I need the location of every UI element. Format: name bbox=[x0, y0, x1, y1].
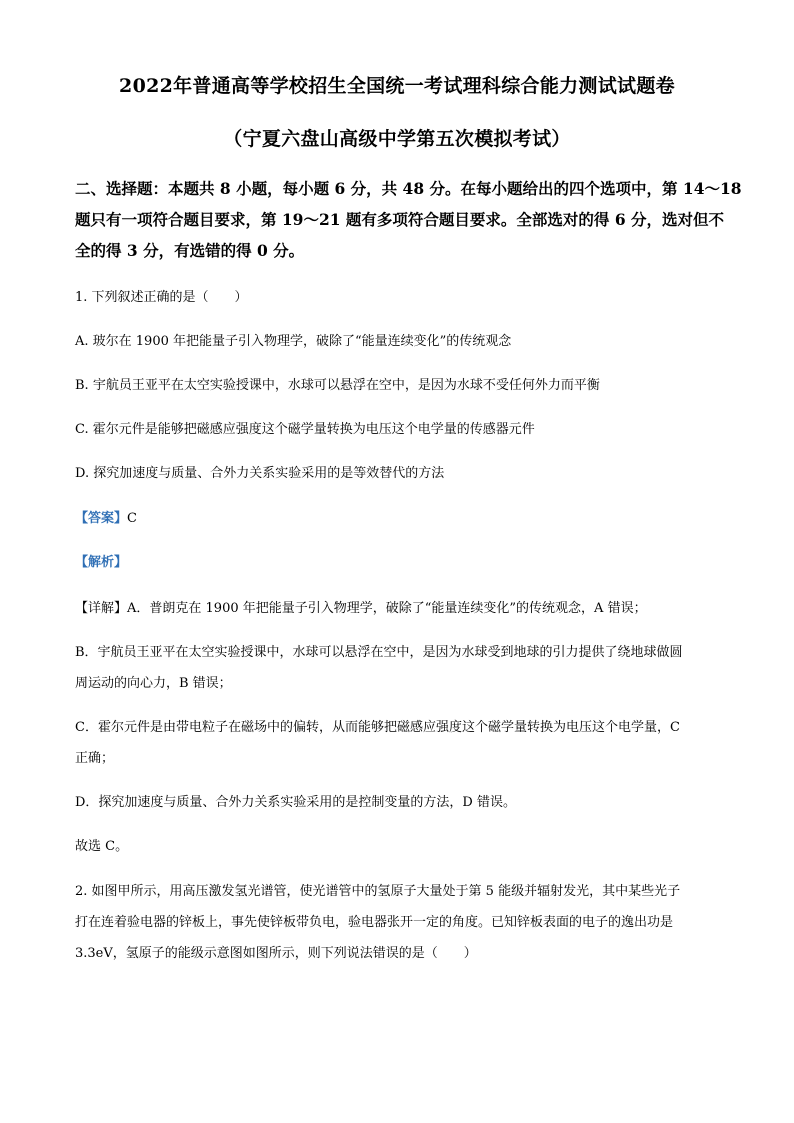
section-instructions-line-3: 全的得 3 分，有选错的得 0 分。 bbox=[75, 241, 305, 260]
question-2-line-3: 3.3eV，氢原子的能级示意图如图所示，则下列说法错误的是（ ） bbox=[75, 946, 477, 961]
detail-a: A．普朗克在 1900 年把能量子引入物理学，破除了“能量连续变化”的传统观念，A 错误； bbox=[127, 601, 647, 616]
conclusion-line: 故选 C。 bbox=[75, 839, 129, 854]
question-2-line-1: 2. 如图甲所示，用高压激发氢光谱管，使光谱管中的氢原子大量处于第 5 能级并辐射发光，其中某些光子 bbox=[75, 884, 681, 899]
exam-title: 2022年普通高等学校招生全国统一考试理科综合能力测试试题卷 bbox=[119, 75, 675, 97]
detail-c-line-1: C．霍尔元件是由带电粒子在磁场中的偏转，从而能够把磁感应强度这个磁学量转换为电压这个电学量，C bbox=[75, 720, 680, 735]
detail-d-line: D．探究加速度与质量、合外力关系实验采用的是控制变量的方法，D 错误。 bbox=[75, 795, 516, 810]
question-1-option-a: A. 玻尔在 1900 年把能量子引入物理学，破除了“能量连续变化”的传统观念 bbox=[75, 334, 512, 349]
answer-line bbox=[75, 507, 735, 526]
detail-b-line-2: 周运动的向心力，B 错误； bbox=[75, 676, 232, 691]
answer-value: C bbox=[127, 511, 137, 526]
question-2-line-2: 打在连着验电器的锌板上，事先使锌板带负电，验电器张开一定的角度。已知锌板表面的电子的逸出功是 bbox=[75, 915, 674, 930]
exam-subtitle: （宁夏六盘山高级中学第五次模拟考试） bbox=[223, 128, 571, 150]
detail-b-line-1: B．宇航员王亚平在太空实验授课中，水球可以悬浮在空中，是因为水球受到地球的引力提供了绕地球做圆 bbox=[75, 645, 683, 660]
question-1-option-b: B. 宇航员王亚平在太空实验授课中，水球可以悬浮在空中，是因为水球不受任何外力而平衡 bbox=[75, 378, 600, 393]
detail-c-line-2: 正确； bbox=[75, 751, 115, 766]
question-1-option-d: D. 探究加速度与质量、合外力关系实验采用的是等效替代的方法 bbox=[75, 466, 445, 481]
question-1-stem: 1. 下列叙述正确的是（ ） bbox=[75, 290, 248, 305]
analysis-tag: 【解析】 bbox=[75, 555, 128, 570]
answer-tag: 【答案】 bbox=[75, 511, 128, 526]
section-instructions-line-2: 题只有一项符合题目要求，第 19～21 题有多项符合题目要求。全部选对的得 6 分，选对但不 bbox=[75, 210, 725, 229]
analysis-line bbox=[75, 551, 735, 570]
detail-tag: 【详解】 bbox=[75, 601, 128, 616]
detail-a-line bbox=[75, 597, 735, 616]
section-instructions-line-1: 二、选择题：本题共 8 小题，每小题 6 分，共 48 分。在每小题给出的四个选项中，第 14～18 bbox=[75, 179, 742, 198]
question-1-option-c: C. 霍尔元件是能够把磁感应强度这个磁学量转换为电压这个电学量的传感器元件 bbox=[75, 422, 535, 437]
